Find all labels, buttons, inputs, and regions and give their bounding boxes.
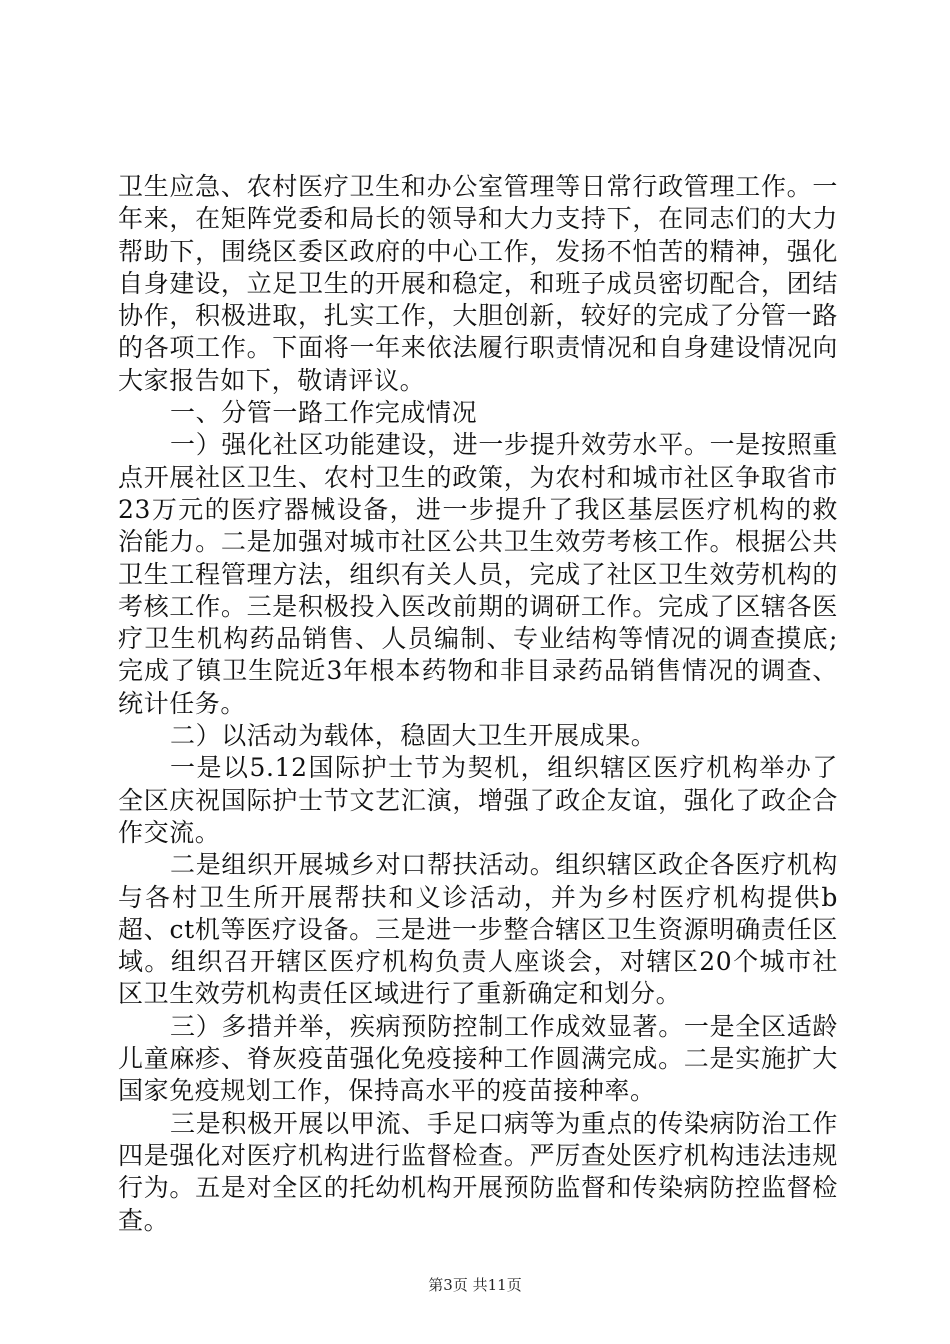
page-number-footer: 第3页 共11页	[428, 1276, 522, 1294]
paragraph-nurses-day: 一是以5.12国际护士节为契机，组织辖区医疗机构举办了全区庆祝国际护士节文艺汇演，增强了政企友谊，强化了政企合作交流。	[118, 753, 838, 847]
document-body	[118, 171, 838, 1237]
paragraph-disease-prevention: 三）多措并举，疾病预防控制工作成效显著。一是全区适龄儿童麻疹、脊灰疫苗强化免疫接种工作圆满完成。二是实施扩大国家免疫规划工作，保持高水平的疫苗接种率。	[118, 1011, 838, 1106]
section-heading-1: 一、分管一路工作完成情况	[170, 398, 478, 428]
paragraph-assistance: 二是组织开展城乡对口帮扶活动。组织辖区政企各医疗机构与各村卫生所开展帮扶和义诊活动，并为乡村医疗机构提供b超、ct机等医疗设备。三是进一步整合辖区卫生资源明确责任区域。组织召开辖区医疗机构负责人座谈会，对辖区20个城市社区卫生效劳机构责任区域进行了重新确定和划分。	[118, 850, 838, 1009]
paragraph-intro: 卫生应急、农村医疗卫生和办公室管理等日常行政管理工作。一年来，在矩阵党委和局长的领导和大力支持下，在同志们的大力帮助下，围绕区委区政府的中心工作，发扬不怕苦的精神，强化自身建设，立足卫生的开展和稳定，和班子成员密切配合，团结协作，积极进取，扎实工作，大胆创新，较好的完成了分管一路的各项工作。下面将一年来依法履行职责情况和自身建设情况向大家报告如下，敬请评议。	[118, 172, 838, 395]
paragraph-community: 一）强化社区功能建设，进一步提升效劳水平。一是按照重点开展社区卫生、农村卫生的政策，为农村和城市社区争取省市23万元的医疗器械设备，进一步提升了我区基层医疗机构的救治能力。二是加强对城市社区公共卫生效劳考核工作。根据公共卫生工程管理方法，组织有关人员，完成了社区卫生效劳机构的考核工作。三是积极投入医改前期的调研工作。完成了区辖各医疗卫生机构药品销售、人员编制、专业结构等情况的调查摸底;完成了镇卫生院近3年根本药物和非目录药品销售情况的调查、统计任务。	[118, 430, 838, 718]
subheading-activities: 二）以活动为载体，稳固大卫生开展成果。	[170, 721, 657, 751]
paragraph-supervision: 三是积极开展以甲流、手足口病等为重点的传染病防治工作四是强化对医疗机构进行监督检查。严厉查处医疗机构违法违规行为。五是对全区的托幼机构开展预防监督和传染病防控监督检查。	[118, 1108, 838, 1235]
